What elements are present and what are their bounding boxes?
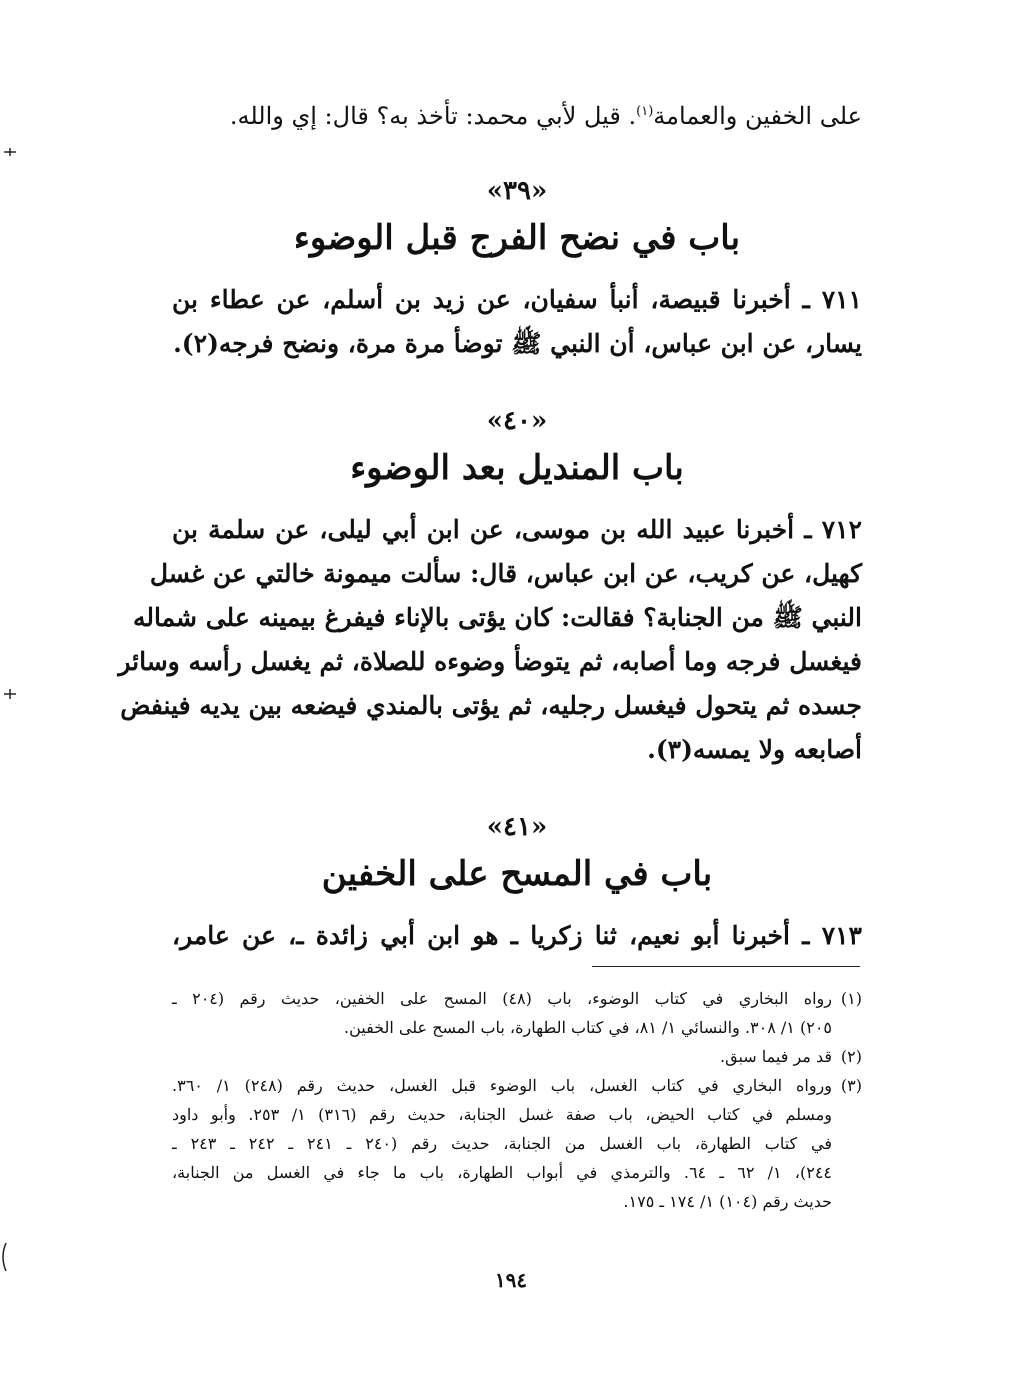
footnote-line: رواه البخاري في كتاب الوضوء، باب (٤٨) المسح على الخفين، حديث رقم (٢٠٤ ـ bbox=[172, 989, 832, 1008]
footnote-body bbox=[172, 1071, 832, 1216]
footnote bbox=[172, 984, 862, 1042]
footnote-ref: (١) bbox=[636, 104, 654, 119]
footnotes bbox=[172, 984, 862, 1216]
chapter-number: «٣٩» bbox=[486, 176, 548, 206]
footnote-body bbox=[172, 1042, 832, 1071]
footnote-line: حديث رقم (١٠٤) ١/ ١٧٤ ـ ١٧٥. bbox=[623, 1192, 832, 1211]
footnote-number: (٣) bbox=[840, 1076, 862, 1095]
hadith-line: كهيل، عن كريب، عن ابن عباس، قال: سألت ميمونة خالتي عن غسل bbox=[149, 559, 862, 588]
hadith-line: فيغسل فرجه وما أصابه، ثم يتوضأ وضوءه للصلاة، ثم يغسل رأسه وسائر bbox=[118, 647, 862, 676]
hadith-text bbox=[172, 914, 862, 958]
intro-text: على الخفين والعمامة bbox=[653, 102, 862, 130]
footnote bbox=[172, 1071, 862, 1216]
chapter-title: باب المنديل بعد الوضوء bbox=[350, 448, 684, 488]
hadith-text bbox=[118, 508, 862, 772]
chapter-title: باب في المسح على الخفين bbox=[321, 854, 713, 894]
footnote-line: في كتاب الطهارة، باب الغسل من الجنابة، حديث رقم (٢٤٠ ـ ٢٤١ ـ ٢٤٢ ـ ٢٤٣ ـ bbox=[172, 1134, 833, 1153]
registration-mark-icon bbox=[4, 146, 16, 158]
hadith-line: النبي ﷺ من الجنابة؟ فقالت: كان يؤتى بالإناء فيفرغ بيمينه على شماله bbox=[132, 603, 862, 632]
footnote-body bbox=[172, 984, 832, 1042]
footnote-line: قد مر فيما سبق. bbox=[720, 1047, 832, 1066]
registration-mark-icon bbox=[4, 688, 16, 700]
hadith-line: يسار، عن ابن عباس، أن النبي ﷺ توضأ مرة مرة، ونضح فرجه(٢). bbox=[173, 329, 862, 358]
page-body bbox=[118, 96, 862, 958]
hadith-line: ٧١٢ ـ أخبرنا عبيد الله بن موسى، عن ابن أبي ليلى، عن سلمة بن bbox=[172, 515, 862, 544]
footnote-line: ورواه البخاري في كتاب الغسل، باب الوضوء قبل الغسل، حديث رقم (٢٤٨) ١/ ٣٦٠. bbox=[172, 1076, 832, 1095]
hadith-text bbox=[172, 278, 862, 366]
footnote-line: ومسلم في كتاب الحيض، باب صفة غسل الجنابة، حديث رقم (٣١٦) ١/ ٢٥٣. وأبو داود bbox=[172, 1105, 832, 1124]
intro-line bbox=[172, 96, 862, 136]
footnote-line: ٢٤٤)، ١/ ٦٢ ـ ٦٤. والترمذي في أبواب الطهارة، باب ما جاء في الغسل من الجنابة، bbox=[172, 1163, 832, 1182]
chapter-number: «٤١» bbox=[486, 812, 548, 842]
chapter-40 bbox=[118, 404, 862, 772]
hadith-line: جسده ثم يتحول فيغسل رجليه، ثم يؤتى بالمندي فيضعه بين يديه فينفض bbox=[120, 691, 862, 720]
intro-rest: . قيل لأبي محمد: تأخذ به؟ قال: إي والله. bbox=[229, 102, 637, 130]
footnote bbox=[172, 1042, 862, 1071]
chapter-39 bbox=[172, 174, 862, 366]
footnote-number: (١) bbox=[840, 989, 862, 1008]
margin-bracket-icon bbox=[0, 1242, 8, 1272]
chapter-41 bbox=[172, 810, 862, 958]
footnote-line: ٢٠٥) ١/ ٣٠٨. والنسائي ١/ ٨١، في كتاب الطهارة، باب المسح على الخفين. bbox=[344, 1018, 832, 1037]
chapter-title: باب في نضح الفرج قبل الوضوء bbox=[293, 218, 741, 258]
hadith-line: ٧١٣ ـ أخبرنا أبو نعيم، ثنا زكريا ـ هو ابن أبي زائدة ـ، عن عامر، bbox=[172, 921, 862, 950]
footnote-number: (٢) bbox=[840, 1047, 862, 1066]
hadith-line: أصابعه ولا يمسه(٣). bbox=[647, 735, 862, 764]
page-number: ١٩٤ bbox=[494, 1268, 528, 1292]
hadith-line: ٧١١ ـ أخبرنا قبيصة، أنبأ سفيان، عن زيد بن أسلم، عن عطاء بن bbox=[172, 285, 862, 314]
chapter-number: «٤٠» bbox=[486, 406, 548, 436]
footnote-separator bbox=[592, 966, 860, 967]
